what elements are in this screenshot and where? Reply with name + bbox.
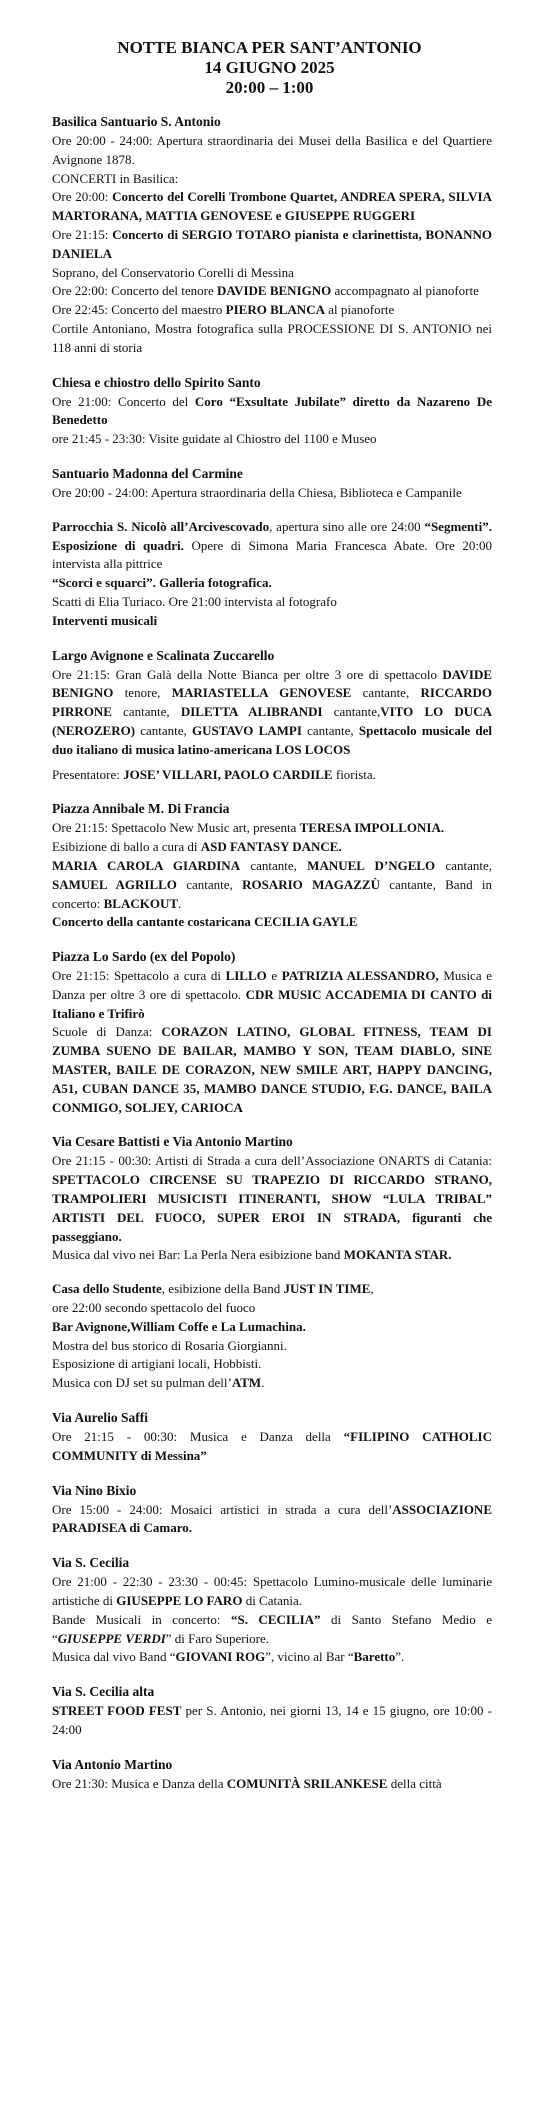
program-text: Ore 21:00 - 22:30 - 23:30 - 00:45: Spettacolo Lumino-musicale delle luminarie artistiche di — [52, 1574, 492, 1609]
program-text: Opere di Simona Maria Francesca Abate. Ore 20:00 intervista alla pittrice — [52, 537, 492, 572]
program-text: MANUEL D’NGELO — [307, 857, 436, 873]
program-text: cantante, — [176, 876, 243, 892]
venue-section — [52, 1481, 492, 1539]
program-text: “Segmenti”. Esposizione di quadri. — [52, 518, 492, 553]
program-text: Coro “Exsultate Jubilate” diretto da Nazareno De Benedetto — [52, 393, 493, 428]
venue-section — [52, 646, 492, 785]
program-line — [52, 967, 492, 1023]
venue-section — [52, 373, 492, 449]
program-text: Bande Musicali in concerto: — [52, 1611, 231, 1627]
program-text: di Santo Stefano Medio e “ — [52, 1611, 492, 1646]
program-text: GIOVANI ROG — [175, 1649, 266, 1665]
program-text: Concerto del Corelli Trombone Quartet, ANDREA SPERA, SILVIA MARTORANA, MATTIA GENOVESE e GIUSEPPE RUGGERI — [52, 189, 492, 224]
program-text: fiorista. — [332, 766, 376, 782]
program-line — [52, 1775, 492, 1794]
program-text: TERESA IMPOLLONIA. — [299, 820, 445, 836]
program-text: SPETTACOLO CIRCENSE SU TRAPEZIO DI RICCARDO STRANO, TRAMPOLIERI MUSICISTI ITINERANTI, SHOW “LULA TRIBAL” ARTISTI DEL FUOCO, SUPER EROI IN STRADA, figuranti che passeggiano. — [52, 1172, 492, 1244]
program-line — [52, 264, 492, 283]
program-text: Musica dal vivo Band “ — [52, 1649, 176, 1665]
program-text: cantante, — [351, 685, 421, 701]
program-line — [52, 484, 492, 503]
program-text: “Scorci e squarci”. Galleria fotografica. — [52, 575, 272, 591]
program-text: ASD FANTASY DANCE. — [200, 839, 342, 855]
program-text: Scatti di Elia Turiaco. Ore 21:00 intervista al fotografo — [52, 593, 337, 609]
program-line — [52, 1152, 492, 1246]
venue-section — [52, 947, 492, 1117]
program-text: Ore 21:15: Spettacolo New Music art, presenta — [52, 820, 300, 836]
program-text — [58, 1631, 166, 1646]
program-text: Soprano, del Conservatorio Corelli di Messina — [52, 264, 294, 280]
program-line — [52, 1299, 492, 1318]
venue-title: Largo Avignone e Scalinata Zuccarello — [52, 647, 275, 663]
program-text: , apertura sino alle ore 24:00 — [269, 518, 425, 534]
flyer-date: 14 GIUGNO 2025 — [204, 58, 335, 77]
program-text: ore 22:00 secondo spettacolo del fuoco — [52, 1300, 256, 1316]
program-text: CONCERTI in Basilica: — [52, 170, 179, 186]
program-text: della città — [387, 1775, 442, 1791]
venue-section — [52, 1755, 492, 1794]
program-line — [52, 1280, 492, 1299]
program-text: cantante, — [135, 722, 192, 738]
program-text: Concerto della cantante costaricana CECILIA GAYLE — [52, 914, 358, 930]
venue-title: Piazza Annibale M. Di Francia — [52, 801, 230, 817]
program-line — [52, 188, 492, 226]
program-text: Interventi musicali — [52, 612, 158, 628]
program-line — [52, 282, 492, 301]
program-text: CDR MUSIC ACCADEMIA DI CANTO di Italiano e Trifirò — [52, 986, 492, 1021]
program-text: ASSOCIAZIONE PARADISEA di Camaro. — [52, 1501, 492, 1536]
venue-title: Via Aurelio Saffi — [52, 1410, 149, 1426]
program-line — [52, 393, 492, 431]
program-line — [52, 913, 492, 932]
program-text: al pianoforte — [324, 302, 395, 318]
program-line — [52, 1246, 492, 1265]
program-line — [52, 1428, 492, 1466]
program-text: ore 21:45 - 23:30: Visite guidate al Chiostro del 1100 e Museo — [52, 431, 377, 447]
program-text: Esibizione di ballo a cura di — [52, 839, 201, 855]
venue-title: Via S. Cecilia — [52, 1555, 130, 1571]
program-text: Ore 21:15: Gran Galà della Notte Bianca per oltre 3 ore di spettacolo — [52, 666, 443, 682]
program-text: “FILIPINO CATHOLIC COMMUNITY di Messina” — [52, 1429, 493, 1463]
program-text: MARIASTELLA GENOVESE — [171, 685, 352, 701]
program-text: ROSARIO MAGAZZÙ — [242, 876, 380, 892]
program-text: accompagnato al pianoforte — [331, 283, 479, 299]
program-text: Casa dello Studente — [52, 1281, 162, 1297]
program-text: JOSE’ VILLARI, PAOLO CARDILE — [123, 766, 333, 782]
program-line — [52, 132, 492, 170]
program-text: Musica con DJ set su pulman dell’ — [52, 1375, 232, 1391]
program-text: di Catania. — [242, 1593, 303, 1609]
program-text: Baretto — [353, 1649, 396, 1665]
program-text: tenore, — [113, 685, 172, 701]
flyer-time: 20:00 – 1:00 — [225, 78, 314, 97]
program-line — [52, 320, 492, 358]
program-text: Mostra del bus storico di Rosaria Giorgianni. — [52, 1337, 287, 1353]
program-text: SAMUEL AGRILLO — [52, 876, 177, 892]
program-text: Ore 21:30: Musica e Danza della — [52, 1775, 227, 1791]
program-text: ” di Faro Superiore. — [165, 1630, 270, 1646]
program-line — [52, 574, 492, 593]
program-line — [52, 1573, 492, 1611]
program-line — [52, 301, 492, 320]
program-text: PIERO BLANCA — [225, 302, 325, 318]
program-text: ”. — [395, 1649, 405, 1665]
program-text: LILLO — [225, 968, 267, 984]
program-text: per S. Antonio, nei giorni 13, 14 e 15 giugno, ore 10:00 - 24:00 — [52, 1703, 492, 1737]
venue-title: Via S. Cecilia alta — [52, 1684, 155, 1700]
venue-title: Via Nino Bixio — [52, 1482, 137, 1498]
program-text: Ore 21:15: Spettacolo a cura di — [52, 968, 226, 984]
program-text: GIUSEPPE VERDI — [57, 1630, 166, 1646]
program-text: STREET FOOD FEST — [52, 1703, 182, 1719]
program-text: Scuole di Danza: — [52, 1024, 162, 1040]
program-text: Ore 21:15: — [52, 226, 113, 242]
program-text: Musica dal vivo nei Bar: La Perla Nera esibizione band — [52, 1247, 344, 1263]
program-line — [52, 1501, 492, 1539]
program-text: DILETTA ALIBRANDI — [180, 704, 323, 720]
program-line — [52, 226, 492, 264]
program-text: . — [261, 1375, 265, 1391]
program-text: RICCARDO PIRRONE — [52, 685, 493, 720]
program-line — [52, 1355, 492, 1374]
program-text: , esibizione della Band — [161, 1281, 284, 1297]
program-text: Esposizione di artigiani locali, Hobbisti. — [52, 1356, 262, 1372]
program-text: ”, vicino al Bar “ — [265, 1649, 354, 1665]
venue-title: Piazza Lo Sardo (ex del Popolo) — [52, 949, 236, 965]
venue-title: Chiesa e chiostro dello Spirito Santo — [52, 374, 261, 390]
program-line — [52, 838, 492, 857]
program-text: , — [370, 1281, 374, 1297]
venue-title: Via Antonio Martino — [52, 1756, 173, 1772]
program-text: GIUSEPPE LO FARO — [116, 1593, 243, 1609]
program-line — [52, 1374, 492, 1393]
program-text: cantante, — [322, 704, 381, 720]
program-line — [52, 1611, 492, 1649]
program-text: Parrocchia S. Nicolò all’Arcivescovado — [52, 518, 270, 534]
program-text: Ore 20:00: — [52, 189, 113, 205]
program-text: DAVIDE BENIGNO — [52, 666, 492, 701]
program-line — [52, 666, 492, 760]
program-text: cantante, — [111, 704, 181, 720]
program-text: “S. CECILIA” — [231, 1611, 321, 1627]
program-text: Spettacolo musicale del duo italiano di musica latino-americana LOS LOCOS — [52, 722, 493, 757]
program-text: Presentatore: — [52, 766, 124, 782]
program-line — [52, 766, 492, 785]
program-text: cantante, — [435, 857, 492, 873]
program-text: Bar Avignone,William Coffe e La Lumachina. — [52, 1318, 306, 1334]
venue-section — [52, 799, 492, 932]
program-text: Ore 22:00: Concerto del tenore — [52, 283, 217, 299]
program-text: GUSTAVO LAMPI — [192, 722, 302, 738]
program-text: Ore 20:00 - 24:00: Apertura straordinaria della Chiesa, Biblioteca e Campanile — [52, 484, 462, 500]
program-line — [52, 612, 492, 631]
program-text: MARIA CAROLA GIARDINA — [52, 857, 241, 873]
program-list — [52, 112, 492, 1809]
program-text: Ore 21:15 - 00:30: Artisti di Strada a cura dell’Associazione ONARTS di Catania: — [52, 1153, 492, 1169]
program-text: Cortile Antoniano, Mostra fotografica sulla PROCESSIONE DI S. ANTONIO nei 118 anni di storia — [52, 320, 492, 355]
program-line — [52, 430, 492, 449]
venue-title: Basilica Santuario S. Antonio — [52, 114, 221, 129]
program-line — [52, 819, 492, 838]
venue-section — [52, 1682, 492, 1740]
program-line — [52, 593, 492, 612]
program-text: COMUNITÀ SRILANKESE — [226, 1775, 388, 1791]
program-text: cantante, — [240, 857, 308, 873]
program-line — [52, 1702, 492, 1740]
program-text: . — [178, 895, 182, 911]
program-text: CORAZON LATINO, GLOBAL FITNESS, TEAM DI ZUMBA SUENO DE BAILAR, MAMBO Y SON, TEAM DIABLO, SINE MASTER, BAILE DE CORAZON, NEW SMILE ART, HAPPY DANCING, A51, CUBAN DANCE 35, MAMBO DANCE STUDIO, F.G. DANCE, BAILA CONMIGO, SOLJEY, CARIOCA — [52, 1024, 492, 1115]
program-text: ATM — [231, 1375, 262, 1391]
program-text: Ore 21:00: Concerto del — [52, 393, 195, 409]
venue-section — [52, 1280, 492, 1393]
program-text: e — [266, 968, 282, 984]
venue-section — [52, 1408, 492, 1466]
program-line — [52, 1023, 492, 1117]
flyer-header — [0, 38, 539, 98]
program-text: Ore 22:45: Concerto del maestro — [52, 302, 226, 318]
venue-title: Santuario Madonna del Carmine — [52, 465, 243, 481]
program-text: VITO LO DUCA (NEROZERO) — [52, 704, 492, 738]
venue-section — [52, 1132, 492, 1265]
program-line — [52, 857, 492, 913]
program-line — [52, 1318, 492, 1337]
program-text: cantante, Band in concerto: — [52, 876, 492, 911]
venue-section — [52, 518, 492, 631]
program-text: Concerto di SERGIO TOTARO pianista e clarinettista, BONANNO DANIELA — [52, 226, 492, 261]
program-text: Ore 21:15 - 00:30: Musica e Danza della — [52, 1429, 344, 1445]
program-line — [52, 170, 492, 189]
program-line — [52, 518, 492, 574]
program-text: JUST IN TIME — [283, 1281, 371, 1297]
program-text: cantante, — [301, 722, 359, 738]
venue-section — [52, 1553, 492, 1667]
venue-title: Via Cesare Battisti e Via Antonio Martino — [52, 1134, 293, 1150]
program-line — [52, 1648, 492, 1667]
venue-section — [52, 112, 492, 358]
venue-section — [52, 464, 492, 503]
program-text: Ore 15:00 - 24:00: Mosaici artistici in strada a cura dell’ — [52, 1501, 393, 1517]
flyer-title: NOTTE BIANCA PER SANT’ANTONIO — [117, 38, 422, 57]
program-text: Ore 20:00 - 24:00: Apertura straordinaria dei Musei della Basilica e del Quartiere Avignone 1878. — [52, 133, 492, 167]
program-text: BLACKOUT — [103, 895, 179, 911]
program-text: Musica e Danza per oltre 3 ore di spettacolo. — [52, 968, 492, 1002]
program-text: PATRIZIA ALESSANDRO, — [281, 968, 439, 984]
program-text: DAVIDE BENIGNO — [216, 283, 332, 299]
program-text: MOKANTA STAR. — [343, 1247, 452, 1263]
program-line — [52, 1337, 492, 1356]
